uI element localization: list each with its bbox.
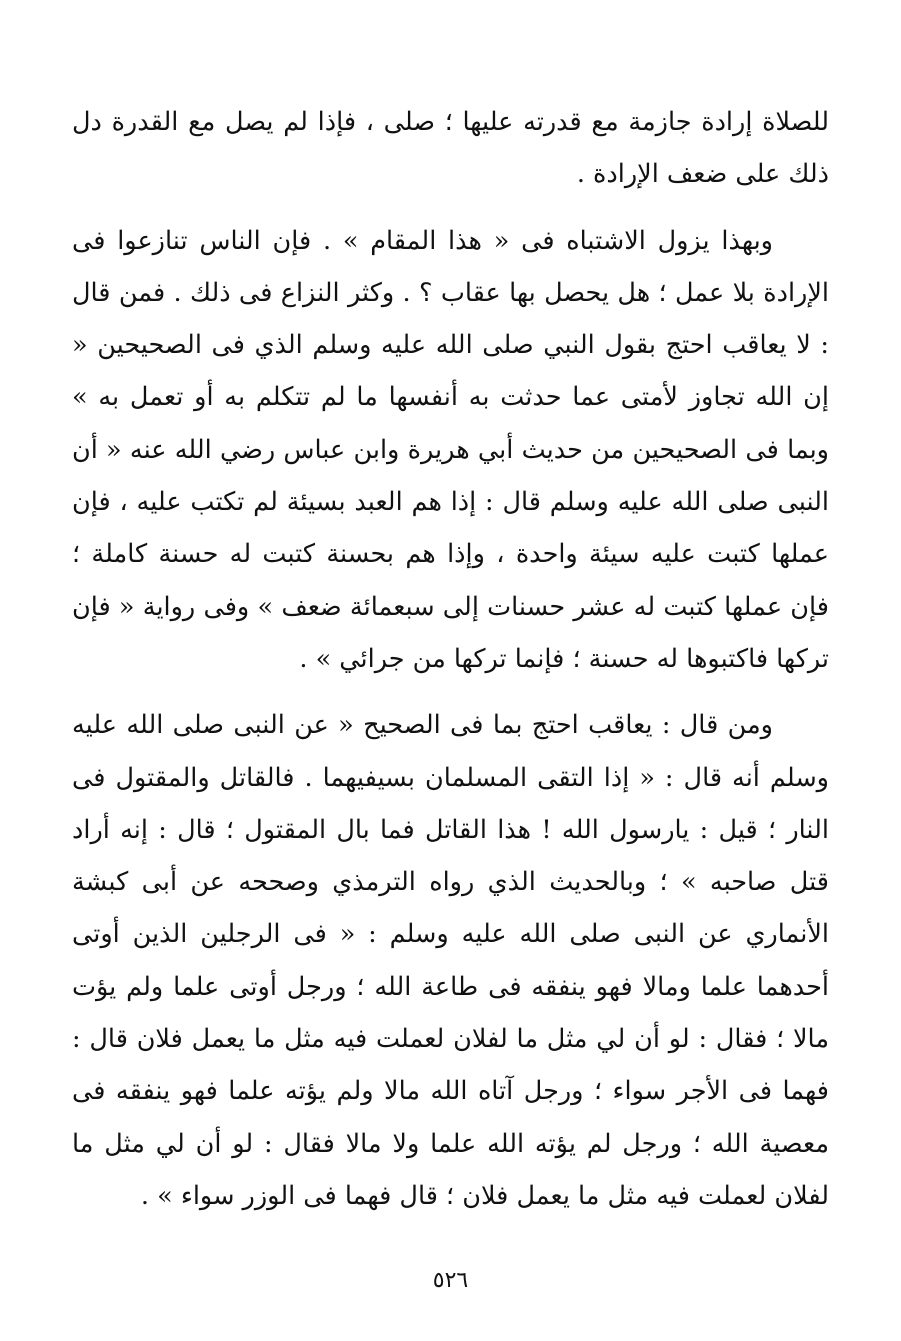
page-number: ٥٢٦ bbox=[432, 1268, 469, 1293]
paragraph-3: ومن قال : يعاقب احتج بما فى الصحيح « عن النبى صلى الله عليه وسلم أنه قال : « إذا التقى المسلمان بسيفيهما . فالقاتل والمقتول فى النار ؛ قيل : يارسول الله ! هذا القاتل فما بال المقتول ؛ قال : إنه أراد قتل صاحبه » ؛ وبالحديث الذي رواه الترمذي وصححه عن أبى كبشة الأنماري عن النبى صلى الله عليه وسلم : « فى الرجلين الذين أوتى أحدهما علما ومالا فهو ينفقه فى طاعة الله ؛ ورجل أوتى علما ولم يؤت مالا ؛ فقال : لو أن لي مثل ما لفلان لعملت فيه مثل ما يعمل فلان قال : فهما فى الأجر سواء ؛ ورجل آتاه الله مالا ولم يؤته علما فهو ينفقه فى معصية الله ؛ ورجل لم يؤته الله علما ولا مالا فقال : لو أن لي مثل ما لفلان لعملت فيه مثل ما يعمل فلان ؛ قال فهما فى الوزر سواء » . bbox=[72, 710, 829, 1211]
body-text bbox=[72, 96, 829, 1222]
paragraph-1: للصلاة إرادة جازمة مع قدرته عليها ؛ صلى ، فإذا لم يصل مع القدرة دل ذلك على ضعف الإرادة . bbox=[72, 107, 829, 190]
paragraph-2: وبهذا يزول الاشتباه فى « هذا المقام » . فإن الناس تنازعوا فى الإرادة بلا عمل ؛ هل يحصل بها عقاب ؟ . وكثر النزاع فى ذلك . فمن قال : لا يعاقب احتج بقول النبي صلى الله عليه وسلم الذي فى الصحيحين « إن الله تجاوز لأمتى عما حدثت به أنفسها ما لم تتكلم به أو تعمل به » وبما فى الصحيحين من حديث أبي هريرة وابن عباس رضي الله عنه « أن النبى صلى الله عليه وسلم قال : إذا هم العبد بسيئة لم تكتب عليه ، فإن عملها كتبت عليه سيئة واحدة ، وإذا هم بحسنة كتبت له حسنة كاملة ؛ فإن عملها كتبت له عشر حسنات إلى سبعمائة ضعف » وفى رواية « فإن تركها فاكتبوها له حسنة ؛ فإنما تركها من جرائي » . bbox=[72, 225, 829, 674]
